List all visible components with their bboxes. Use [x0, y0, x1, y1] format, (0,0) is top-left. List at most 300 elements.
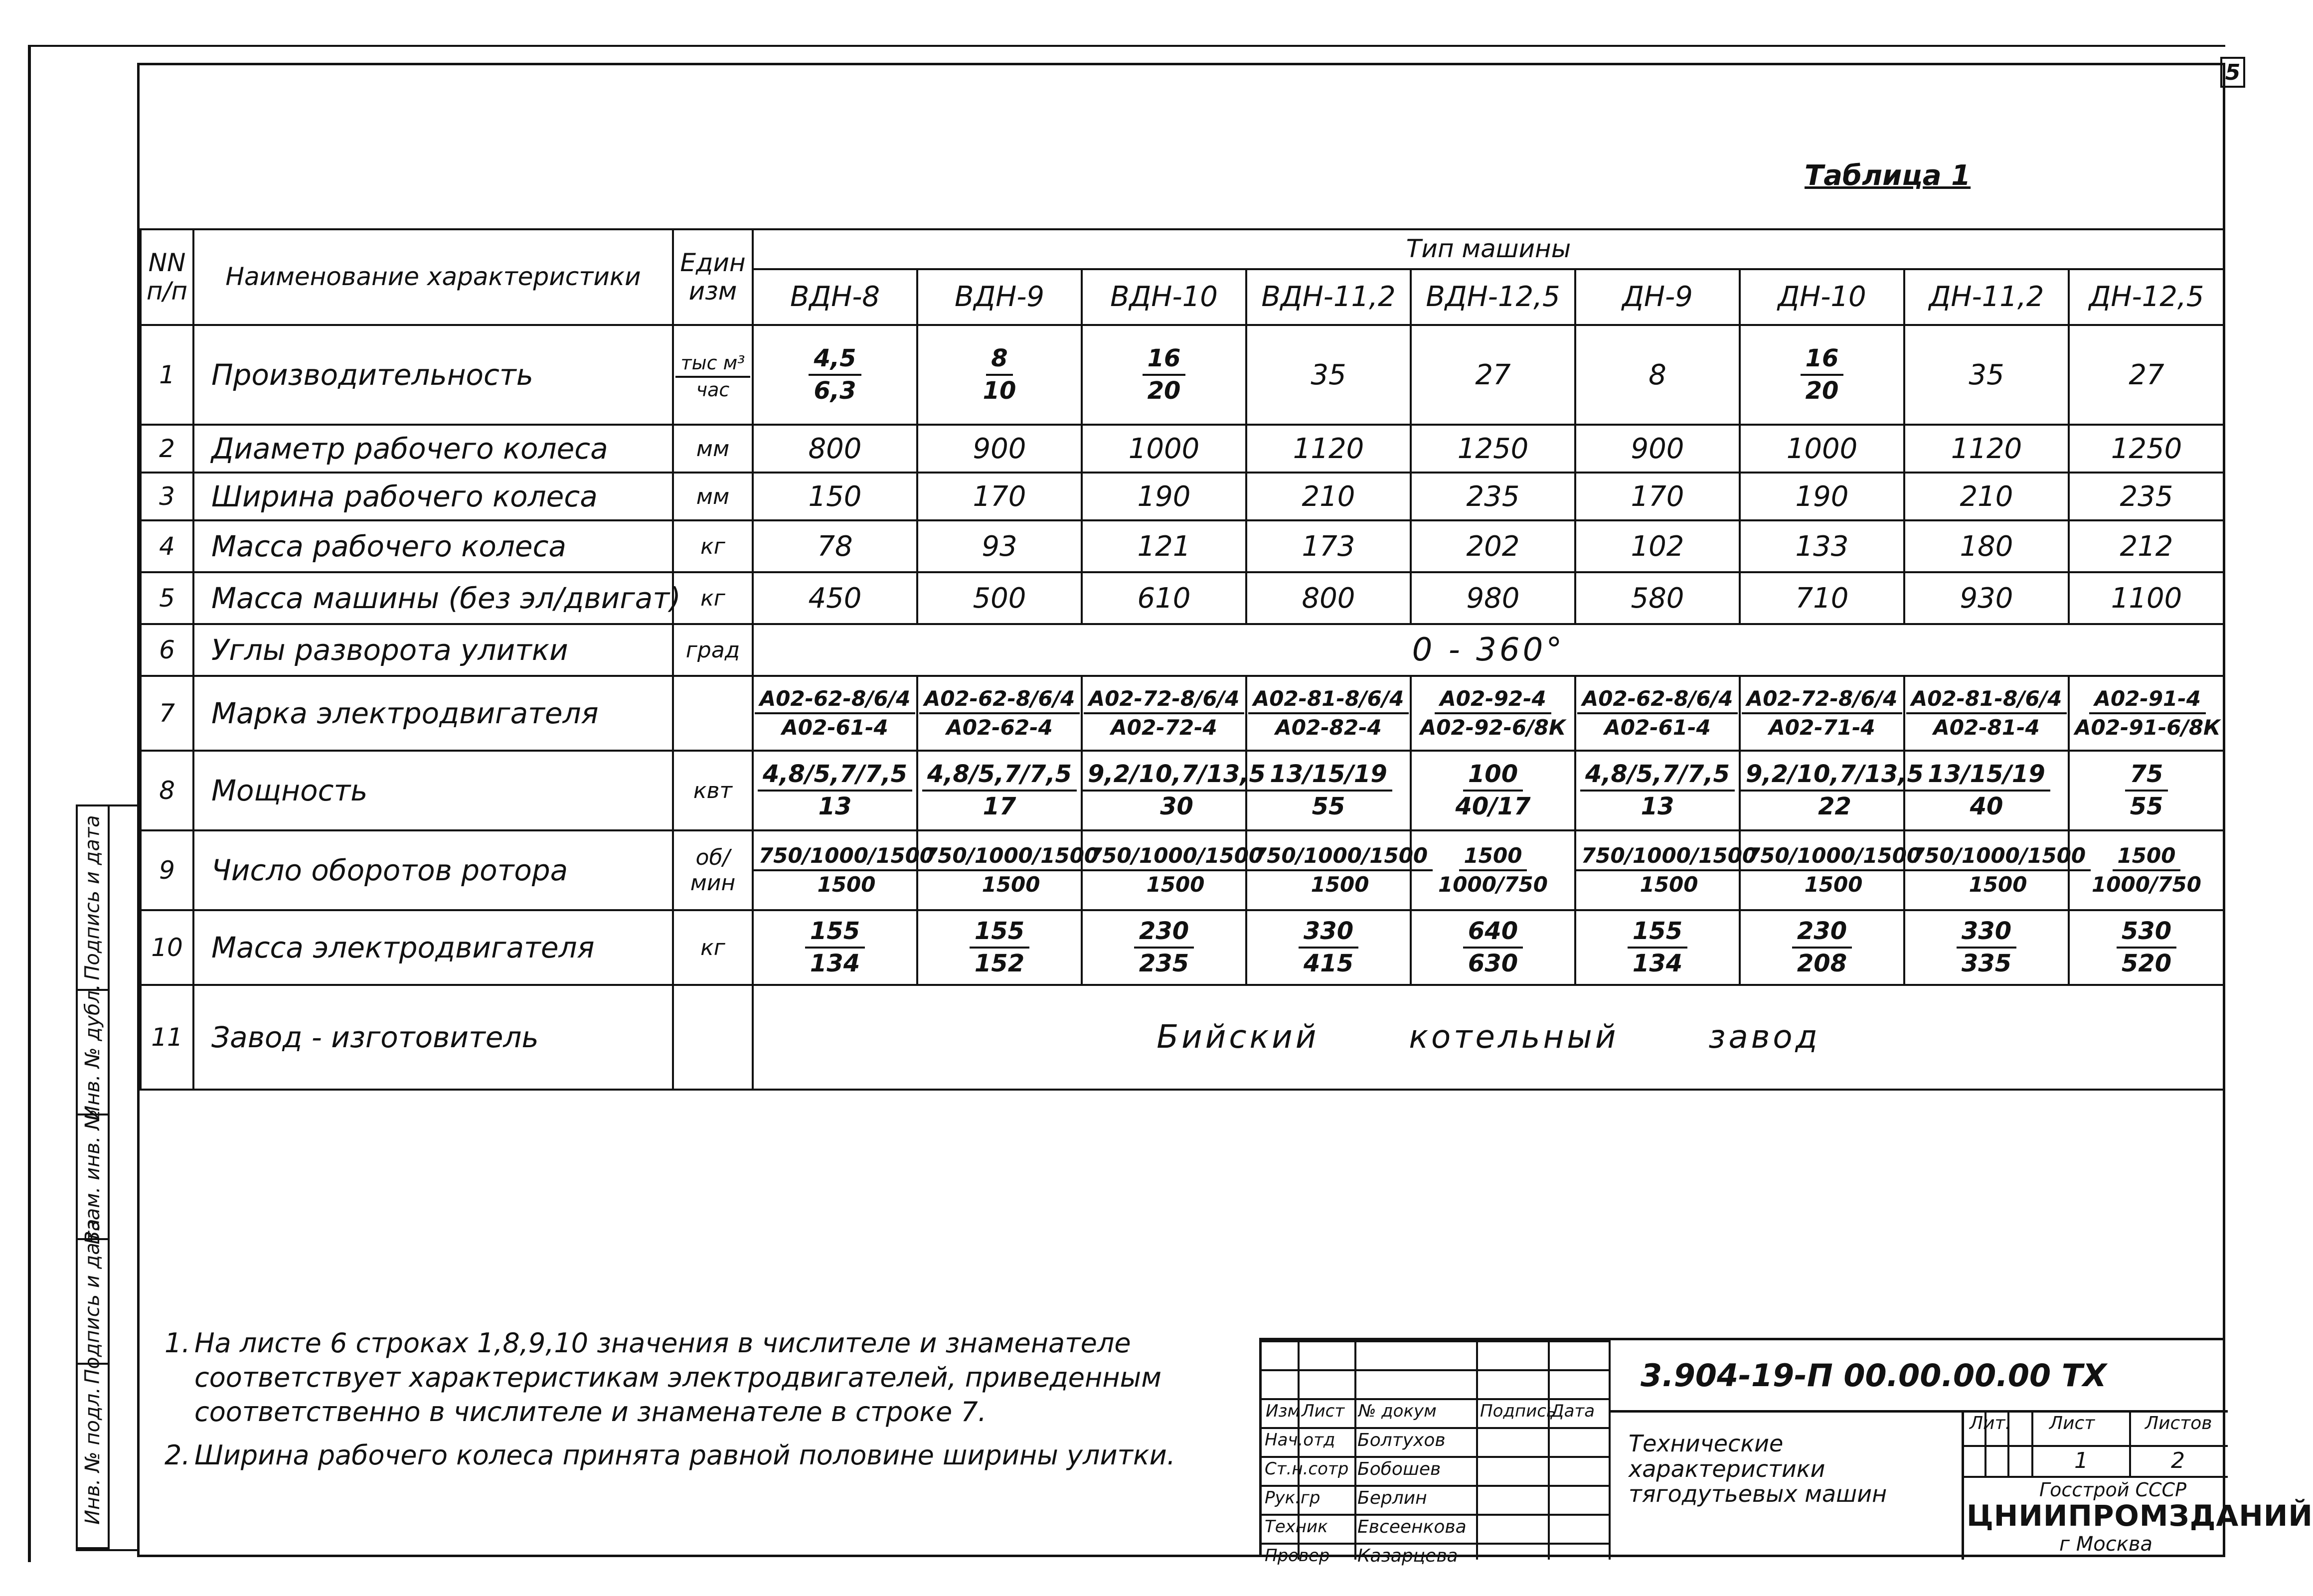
fraction-value: [918, 844, 1104, 896]
side-strip-label: Инв. № подл.: [81, 1387, 104, 1525]
header-machine-type: Тип машины: [753, 229, 2224, 269]
numerator: 1500: [1459, 844, 1527, 871]
side-strip-cell: [78, 1365, 108, 1549]
note-item: [165, 1326, 1236, 1429]
row-number: 4: [141, 520, 193, 572]
numerator: 4,8/5,7/7,5: [1580, 761, 1735, 792]
table-cell: 173: [1246, 520, 1411, 572]
numerator: 4,5: [809, 345, 861, 376]
table-cell: [1740, 910, 1904, 985]
machine-type-1: ВДН-8: [753, 269, 917, 325]
denominator: А02-82-4: [1275, 715, 1382, 740]
tb-person-role: Провер: [1265, 1546, 1330, 1566]
denominator: 134: [810, 950, 860, 977]
denominator: 55: [2130, 793, 2163, 820]
row-name: Марка электродвигателя: [193, 676, 673, 751]
table-cell: [1411, 910, 1575, 985]
numerator: 4,8/5,7/7,5: [758, 761, 912, 792]
numerator: А02-62-8/6/4: [755, 687, 916, 714]
side-strip-label: Инв. № дубл.: [81, 984, 105, 1120]
header-name: Наименование характеристики: [193, 229, 673, 325]
tb-person-role: Техник: [1265, 1517, 1328, 1537]
fraction-value: [1576, 844, 1762, 896]
fraction-value: [1083, 761, 1271, 820]
table-cell: 121: [1082, 520, 1246, 572]
table-cell: [1904, 676, 2069, 751]
table-cell: 450: [753, 572, 917, 624]
tb-person-role: Нач.отд: [1265, 1430, 1335, 1450]
numerator: 750/1000/1500: [1083, 844, 1268, 871]
numerator: 9,2/10,7/13,5: [1741, 761, 1929, 792]
table-cell: 78: [753, 520, 917, 572]
fraction-value: [1247, 844, 1433, 896]
fraction-value: [805, 918, 865, 977]
tb-person-name: Казарцева: [1357, 1546, 1458, 1566]
table-cell: [917, 830, 1099, 910]
numerator: 155: [1628, 918, 1687, 949]
denominator: 20: [1805, 377, 1839, 405]
note-number: 2.: [165, 1439, 190, 1471]
fraction-value: [1463, 918, 1523, 977]
table-cell: 500: [917, 572, 1082, 624]
table-row: [141, 325, 2224, 425]
title-block-line: [1962, 1476, 2228, 1478]
denominator: 235: [1139, 950, 1189, 977]
tb-person-role: Ст.н.сотр: [1265, 1459, 1349, 1479]
denominator: 1500: [1640, 872, 1698, 897]
row-name: Масса рабочего колеса: [193, 520, 673, 572]
numerator: 750/1000/1500: [1905, 844, 2091, 871]
tb-sheets: 2: [2171, 1448, 2185, 1473]
fraction-value: [755, 687, 916, 739]
row-unit: квт: [673, 751, 753, 830]
title-block-line: [1262, 1427, 1609, 1429]
table-cell: [753, 325, 917, 425]
factory-word: Бийский: [1156, 1019, 1320, 1056]
table-cell: 710: [1740, 572, 1904, 624]
fraction-value: [1923, 761, 2050, 820]
fraction-value: [1741, 761, 1929, 820]
denominator: А02-62-4: [946, 715, 1053, 740]
table-cell: 610: [1082, 572, 1246, 624]
side-strip: [76, 804, 140, 1551]
table-cell: [1575, 751, 1740, 830]
fraction-value: [1265, 761, 1392, 820]
table-cell: 93: [917, 520, 1082, 572]
fraction-value: [1083, 844, 1268, 896]
row-number: 5: [141, 572, 193, 624]
table-cell: [1082, 325, 1246, 425]
title-block-line: [1548, 1340, 1550, 1560]
side-strip-label: Подпись и дата: [81, 1219, 105, 1384]
table-cell: 1120: [1904, 425, 2069, 473]
row-name: Производительность: [193, 325, 673, 425]
header-num: NN п/п: [141, 229, 193, 325]
table-cell: [917, 325, 1082, 425]
numerator: 155: [805, 918, 865, 949]
sheet-number: 5: [2220, 57, 2245, 88]
denominator: 1500: [1804, 872, 1863, 897]
table-cell: [1411, 751, 1575, 830]
fraction-value: [1248, 687, 1409, 739]
row-name: Масса электродвигателя: [193, 910, 673, 985]
table-cell: 235: [1411, 473, 1575, 520]
machine-type-4: ВДН-11,2: [1246, 269, 1411, 325]
table-caption: Таблица 1: [1805, 160, 1971, 192]
table-cell: [1575, 830, 1757, 910]
machine-type-9: ДН-12,5: [2069, 269, 2224, 325]
fraction-value: [970, 918, 1029, 977]
table-cell: [753, 830, 935, 910]
table-row: [141, 624, 2224, 676]
row-name: Мощность: [193, 751, 673, 830]
header-unit: Един изм: [673, 229, 753, 325]
fraction-value: [2117, 918, 2176, 977]
tb-header-list: Лист: [1302, 1401, 1345, 1421]
table-cell: 930: [1904, 572, 2069, 624]
numerator: 330: [1299, 918, 1358, 949]
denominator: 152: [974, 950, 1025, 977]
numerator: А02-91-4: [2089, 687, 2206, 714]
title-block-line: [1354, 1340, 1356, 1560]
numerator: 230: [1792, 918, 1852, 949]
title-block-line: [1262, 1514, 1609, 1516]
denominator: 17: [983, 793, 1016, 820]
table-cell: 35: [1904, 325, 2069, 425]
numerator: А02-92-4: [1435, 687, 1551, 714]
table-cell: 102: [1575, 520, 1740, 572]
fraction-value: [1450, 761, 1535, 820]
machine-type-5: ВДН-12,5: [1411, 269, 1575, 325]
numerator: 155: [970, 918, 1029, 949]
fraction-value: [1801, 345, 1844, 404]
table-cell: 1000: [1740, 425, 1904, 473]
tb-sheet: 1: [2074, 1448, 2088, 1473]
denominator: 630: [1468, 950, 1518, 977]
denominator: 1500: [1311, 872, 1369, 897]
factory-value: [753, 985, 2224, 1090]
machine-type-6: ДН-9: [1575, 269, 1740, 325]
numerator: 13/15/19: [1265, 761, 1392, 792]
denominator: 1500: [817, 872, 876, 897]
row-number: 7: [141, 676, 193, 751]
table-cell: 35: [1246, 325, 1411, 425]
fraction-value: [2070, 687, 2225, 739]
table-cell: [1575, 910, 1740, 985]
denominator: 13: [1641, 793, 1674, 820]
title-block-line: [1262, 1543, 1609, 1545]
row-number: 11: [141, 985, 193, 1090]
table-cell: 1250: [1411, 425, 1575, 473]
table-cell: 235: [2069, 473, 2224, 520]
row-number: 10: [141, 910, 193, 985]
table-row: [141, 910, 2224, 985]
row-number: 2: [141, 425, 193, 473]
table-cell: [1904, 751, 2069, 830]
table-row: [141, 425, 2224, 473]
numerator: 8: [986, 345, 1012, 376]
unit-fraction: [675, 353, 750, 401]
table-cell: [2069, 751, 2224, 830]
fraction-value: [1628, 918, 1687, 977]
numerator: 750/1000/1500: [918, 844, 1104, 871]
table-cell: [1740, 830, 1922, 910]
row-unit: [673, 676, 753, 751]
row-unit: мм: [673, 425, 753, 473]
row-name: Масса машины (без эл/двигат): [193, 572, 673, 624]
title-block-line: [1262, 1456, 1609, 1458]
machine-type-8: ДН-11,2: [1904, 269, 2069, 325]
row-number: 3: [141, 473, 193, 520]
tb-city: г Москва: [2059, 1533, 2152, 1556]
row-name: Углы разворота улитки: [193, 624, 673, 676]
table-cell: 212: [2069, 520, 2224, 572]
notes: [165, 1326, 1236, 1481]
factory-word: завод: [1708, 1019, 1820, 1056]
numerator: А02-62-8/6/4: [919, 687, 1080, 714]
table-row: [141, 751, 2224, 830]
title-block-line: [1962, 1445, 2228, 1447]
tb-person-name: Бобошев: [1357, 1459, 1441, 1479]
numerator: 9,2/10,7/13,5: [1083, 761, 1271, 792]
row-number: 8: [141, 751, 193, 830]
fraction-value: [2087, 844, 2206, 896]
table-cell: 170: [917, 473, 1082, 520]
table-cell: [917, 676, 1082, 751]
table-cell: [1246, 910, 1411, 985]
fraction-value: [1143, 345, 1186, 404]
table-row: [141, 830, 2224, 910]
note-number: 1.: [165, 1327, 190, 1359]
table-cell: [1904, 830, 2086, 910]
table-cell: [753, 910, 917, 985]
denominator: А02-71-4: [1769, 715, 1875, 740]
row-name: Ширина рабочего колеса: [193, 473, 673, 520]
denominator: 1500: [982, 872, 1040, 897]
denominator: 134: [1632, 950, 1683, 977]
row-number: 9: [141, 830, 193, 910]
table-cell: 8: [1575, 325, 1740, 425]
row-name: Завод - изготовитель: [193, 985, 673, 1090]
tb-lit-label: Лит.: [1970, 1413, 2011, 1434]
row-unit: град: [673, 624, 753, 676]
table-row: [141, 676, 2224, 751]
table-cell: [1246, 830, 1428, 910]
tb-title: Технические характеристики тягодутьевых машин: [1629, 1430, 1887, 1508]
tb-header-date: Дата: [1551, 1401, 1595, 1421]
table-cell: [1082, 676, 1246, 751]
denominator: А02-91-6/8К: [2075, 715, 2221, 740]
fraction-value: [1433, 844, 1553, 896]
table-cell: 190: [1740, 473, 1904, 520]
machine-type-7: ДН-10: [1740, 269, 1904, 325]
table-cell: [1411, 676, 1575, 751]
unit-denominator: час: [696, 378, 730, 401]
note-item: [165, 1438, 1236, 1472]
table-cell: [1740, 325, 1904, 425]
row-unit: кг: [673, 520, 753, 572]
fraction-value: [1084, 687, 1245, 739]
denominator: 20: [1147, 377, 1181, 405]
tb-person-name: Берлин: [1357, 1488, 1427, 1508]
denominator: 1000/750: [2092, 872, 2201, 897]
table-cell: [2069, 910, 2224, 985]
side-strip-cell: [78, 1219, 108, 1384]
tb-sheets-label: Листов: [2145, 1413, 2212, 1434]
numerator: А02-81-8/6/4: [1248, 687, 1409, 714]
fraction-value: [1906, 687, 2067, 739]
row-name: Диаметр рабочего колеса: [193, 425, 673, 473]
table-row: [141, 985, 2224, 1090]
table-cell: 27: [2069, 325, 2224, 425]
numerator: 750/1000/1500: [1741, 844, 1926, 871]
table-cell: [2069, 830, 2224, 910]
table-cell: [1082, 830, 1264, 910]
tb-header-doc: № докум: [1358, 1401, 1437, 1421]
factory-word: котельный: [1409, 1019, 1619, 1056]
table-cell: [1246, 676, 1411, 751]
tb-person-role: Рук.гр: [1265, 1488, 1321, 1508]
table-cell: 1000: [1082, 425, 1246, 473]
fraction-value: [1792, 918, 1852, 977]
numerator: 330: [1957, 918, 2016, 949]
side-strip-label: Подпись и дата: [81, 815, 105, 980]
table-cell: 800: [753, 425, 917, 473]
table-cell: 150: [753, 473, 917, 520]
denominator: 1500: [1146, 872, 1205, 897]
title-block-line: [1609, 1340, 1611, 1560]
row-unit: об/мин: [673, 830, 753, 910]
tb-header-sign: Подпись: [1480, 1401, 1556, 1421]
title-block-line: [1609, 1410, 2228, 1413]
numerator: А02-72-8/6/4: [1084, 687, 1245, 714]
numerator: 750/1000/1500: [1576, 844, 1762, 871]
denominator: 6,3: [814, 377, 856, 405]
numerator: 75: [2125, 761, 2168, 792]
denominator: 13: [818, 793, 852, 820]
table-cell: [917, 751, 1082, 830]
title-block-line: [1262, 1340, 1609, 1342]
table-cell: 980: [1411, 572, 1575, 624]
numerator: 16: [1143, 345, 1186, 376]
table-cell: [753, 751, 917, 830]
title-block: [1259, 1338, 2313, 1566]
numerator: 640: [1463, 918, 1523, 949]
fraction-value: [1580, 761, 1735, 820]
fraction-value: [1741, 844, 1926, 896]
denominator: 1500: [1969, 872, 2027, 897]
denominator: 335: [1961, 950, 2012, 977]
denominator: А02-81-4: [1933, 715, 2040, 740]
table-cell: 210: [1246, 473, 1411, 520]
tb-org-top: Госстрой СССР: [2039, 1479, 2187, 1501]
machine-type-3: ВДН-10: [1082, 269, 1246, 325]
denominator: 1000/750: [1438, 872, 1548, 897]
table-cell: [1575, 676, 1740, 751]
title-block-line: [1262, 1398, 1609, 1400]
numerator: 750/1000/1500: [1247, 844, 1433, 871]
side-strip-cell: [78, 806, 108, 991]
characteristics-table: [140, 228, 2225, 1091]
numerator: 230: [1134, 918, 1194, 949]
row-unit: [673, 985, 753, 1090]
fraction-value: [1905, 844, 2091, 896]
table-body: [141, 325, 2224, 1090]
tb-org: ЦНИИПРОМЗДАНИЙ: [1967, 1499, 2313, 1533]
denominator: 40/17: [1455, 793, 1531, 820]
table-cell: 900: [917, 425, 1082, 473]
row-unit: [673, 325, 753, 425]
title-block-line: [1262, 1485, 1609, 1487]
table-cell: 202: [1411, 520, 1575, 572]
table-cell: [753, 676, 917, 751]
table-cell: 133: [1740, 520, 1904, 572]
note-text: На листе 6 строках 1,8,9,10 значения в числителе и знаменателе соответствует характеристикам электродвигателей, приведенным соответственно в числителе и знаменателе в строке 7.: [194, 1327, 1162, 1428]
row-unit: мм: [673, 473, 753, 520]
table-cell: 27: [1411, 325, 1575, 425]
denominator: 40: [1970, 793, 2003, 820]
row-unit: кг: [673, 910, 753, 985]
denominator: 30: [1160, 793, 1193, 820]
fraction-value: [754, 844, 939, 896]
denominator: 415: [1303, 950, 1354, 977]
table-cell: 180: [1904, 520, 2069, 572]
fraction-value: [919, 687, 1080, 739]
title-block-line: [2031, 1410, 2033, 1476]
fraction-value: [1415, 687, 1571, 739]
numerator: 4,8/5,7/7,5: [922, 761, 1077, 792]
table-cell: [917, 910, 1082, 985]
numerator: 100: [1463, 761, 1523, 792]
table-row: [141, 473, 2224, 520]
table-cell: 170: [1575, 473, 1740, 520]
fraction-value: [922, 761, 1077, 820]
table-cell: [1740, 676, 1904, 751]
table-cell: 900: [1575, 425, 1740, 473]
fraction-value: [1577, 687, 1738, 739]
denominator: 10: [983, 377, 1016, 405]
fraction-value: [978, 345, 1021, 404]
table-cell: [1411, 830, 1575, 910]
side-strip-label: Взам. инв. №: [81, 1109, 104, 1245]
side-strip-cell: [78, 984, 108, 1120]
fraction-value: [758, 761, 912, 820]
table-cell: 800: [1246, 572, 1411, 624]
denominator: А02-61-4: [782, 715, 888, 740]
table-cell: [1082, 751, 1266, 830]
denominator: 208: [1797, 950, 1847, 977]
denominator: 520: [2121, 950, 2172, 977]
title-block-line: [1962, 1410, 1964, 1560]
table-cell: 1100: [2069, 572, 2224, 624]
table-cell: 1250: [2069, 425, 2224, 473]
numerator: 16: [1801, 345, 1844, 376]
numerator: А02-72-8/6/4: [1742, 687, 1903, 714]
tb-person-name: Евсеенкова: [1357, 1517, 1467, 1537]
table-cell: [1740, 751, 1924, 830]
table-cell: [1246, 751, 1411, 830]
denominator: 22: [1818, 793, 1851, 820]
numerator: 13/15/19: [1923, 761, 2050, 792]
unit-numerator: тыс м³: [675, 353, 750, 378]
side-strip-column: [108, 806, 140, 1549]
tb-person-name: Болтухов: [1357, 1430, 1446, 1450]
table-cell: 580: [1575, 572, 1740, 624]
table-cell: [2069, 676, 2224, 751]
table-cell: 190: [1082, 473, 1246, 520]
row-unit: кг: [673, 572, 753, 624]
machine-type-2: ВДН-9: [917, 269, 1082, 325]
